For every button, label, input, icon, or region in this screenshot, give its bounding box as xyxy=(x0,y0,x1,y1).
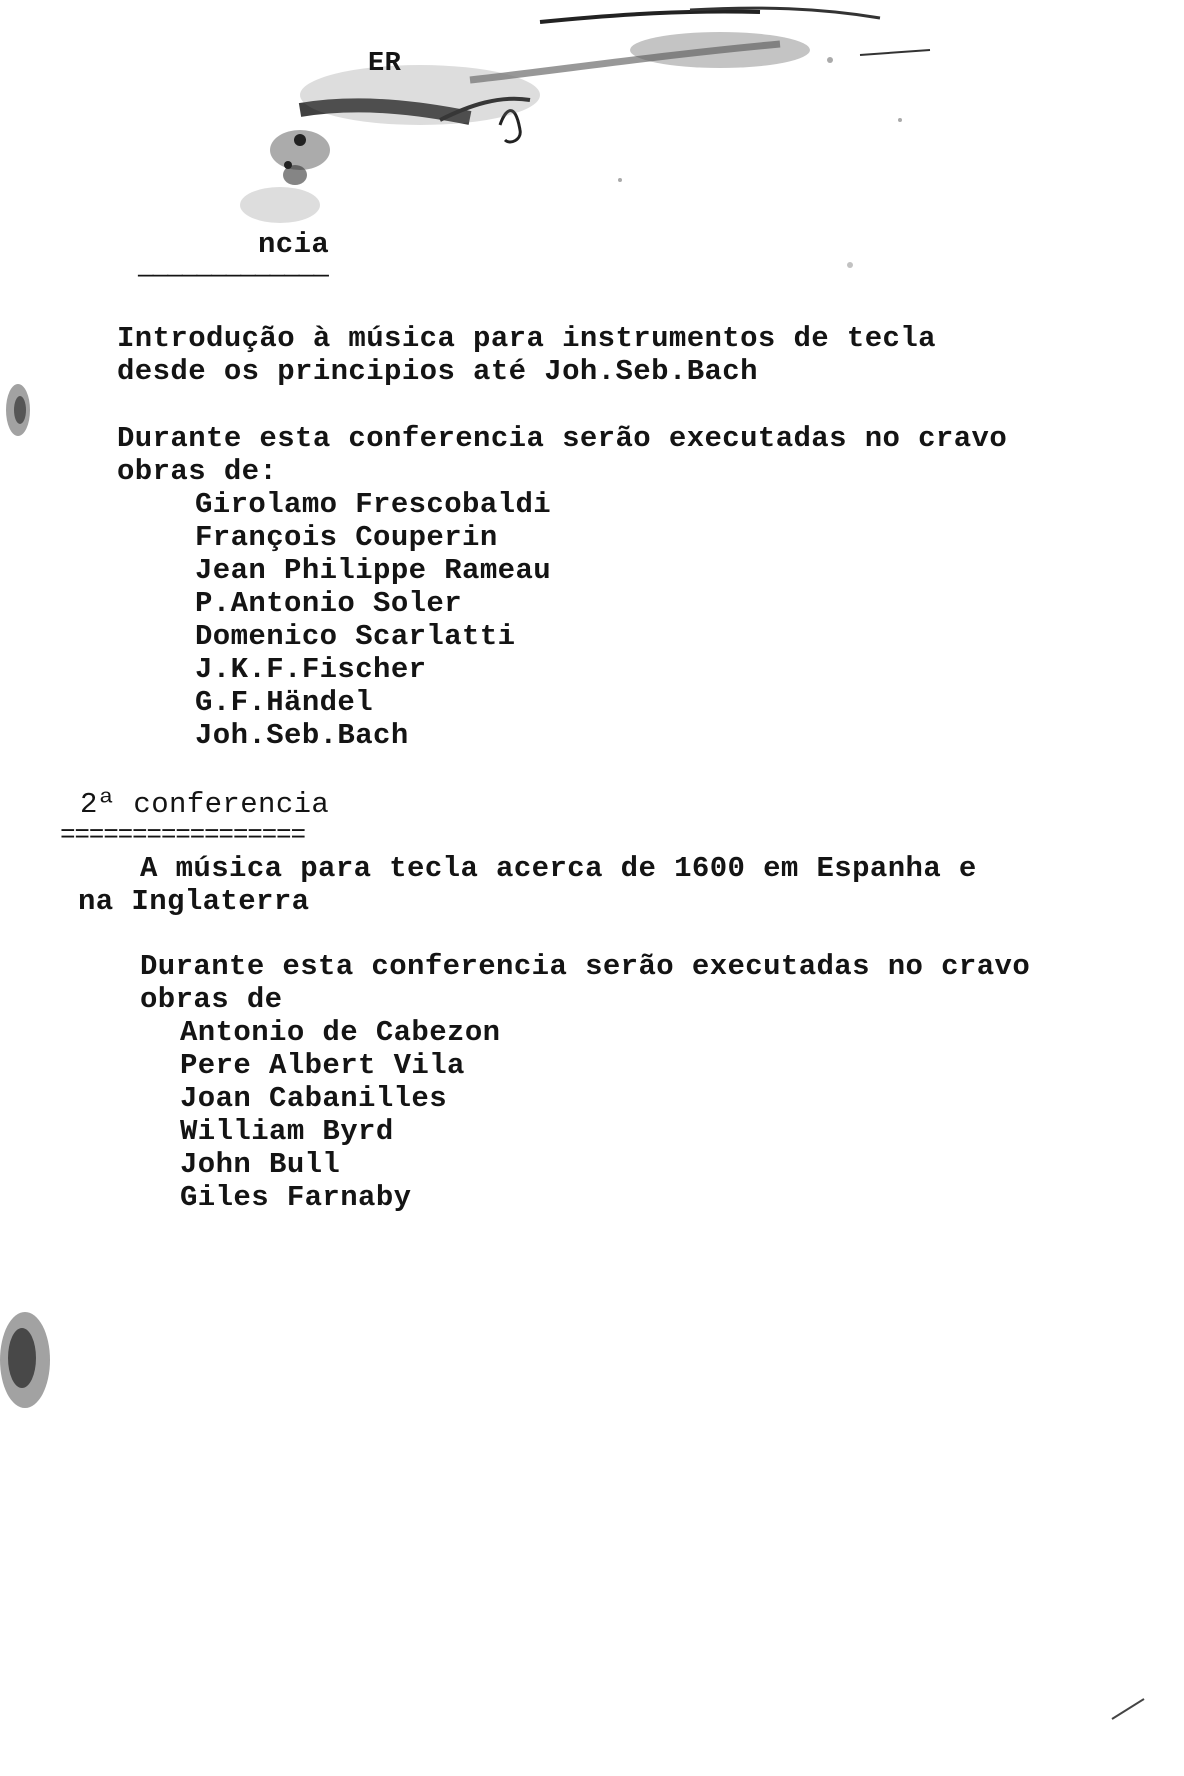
list-item: P.Antonio Soler xyxy=(195,587,463,620)
list-item: Joan Cabanilles xyxy=(180,1082,448,1115)
conference-2-title-line: A música para tecla acerca de 1600 em Espanha e xyxy=(140,852,977,885)
conference-2-heading: 2ª conferencia xyxy=(80,788,330,821)
list-item: Giles Farnaby xyxy=(180,1181,412,1214)
list-item: William Byrd xyxy=(180,1115,394,1148)
corner-pen-mark xyxy=(1110,1695,1150,1725)
header-fragment: ER xyxy=(368,49,402,79)
margin-stain-bottom xyxy=(0,1300,70,1420)
conference-1-intro-line: Durante esta conferencia serão executadas no cravo xyxy=(117,422,1008,455)
list-item: G.F.Händel xyxy=(195,686,374,719)
conference-2-title-line: na Inglaterra xyxy=(78,885,310,918)
list-item: J.K.F.Fischer xyxy=(195,653,427,686)
conference-1-title-line: desde os principios até Joh.Seb.Bach xyxy=(117,355,758,388)
list-item: François Couperin xyxy=(195,521,498,554)
header-title-fragment: ncia xyxy=(258,228,330,261)
conference-1-title-line: Introdução à música para instrumentos de tecla xyxy=(117,322,936,355)
list-item: Antonio de Cabezon xyxy=(180,1016,501,1049)
damaged-header-smudge xyxy=(0,0,1184,280)
list-item: Joh.Seb.Bach xyxy=(195,719,409,752)
header-rule: ————————————— xyxy=(138,260,328,290)
list-item: Jean Philippe Rameau xyxy=(195,554,552,587)
list-item: Pere Albert Vila xyxy=(180,1049,465,1082)
list-item: Domenico Scarlatti xyxy=(195,620,516,653)
conference-2-intro-line: Durante esta conferencia serão executadas no cravo xyxy=(140,950,1031,983)
conference-1-intro-line: obras de: xyxy=(117,455,278,488)
conference-2-intro-line: obras de xyxy=(140,983,283,1016)
margin-stain-top xyxy=(0,375,40,445)
list-item: Girolamo Frescobaldi xyxy=(195,488,552,521)
conference-2-rule: ================= xyxy=(60,820,305,850)
list-item: John Bull xyxy=(180,1148,341,1181)
